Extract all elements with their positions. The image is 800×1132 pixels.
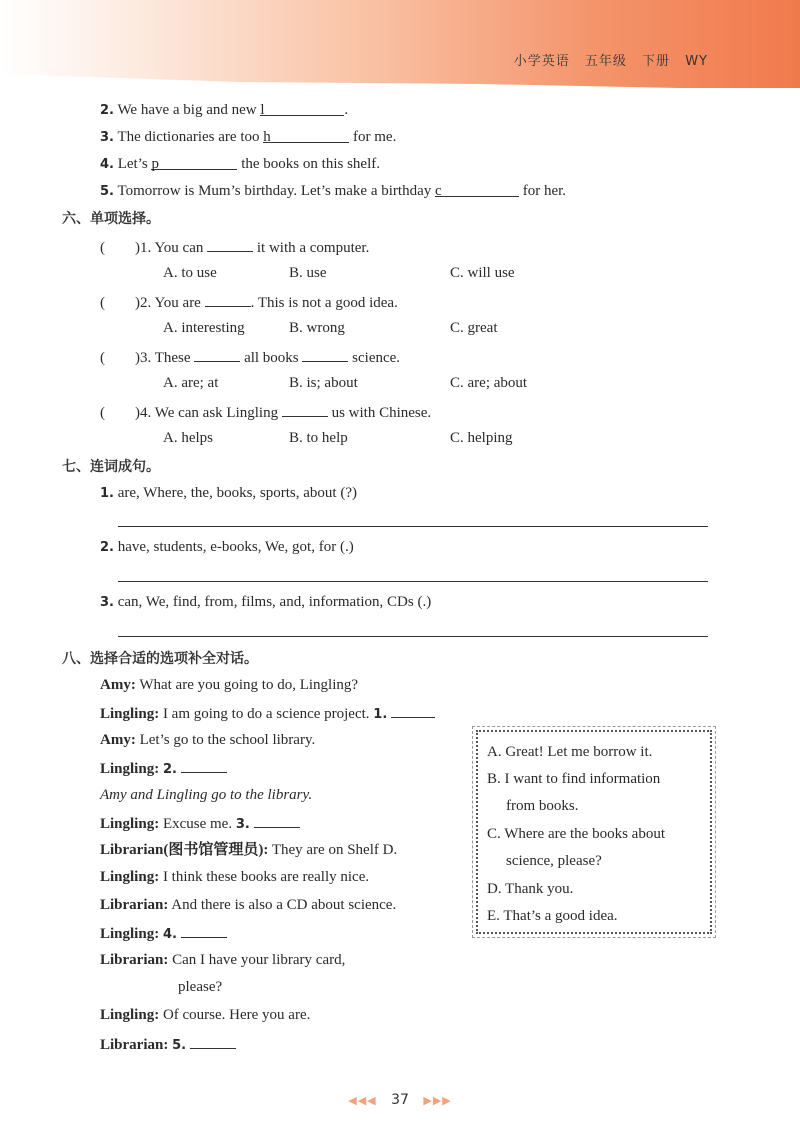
page-number: 37 [391, 1092, 409, 1108]
blank-field[interactable] [194, 347, 240, 362]
dialogue-line: Lingling: 2. [100, 758, 227, 779]
section-8-title: 八、选择合适的选项补全对话。 [62, 651, 258, 667]
fill-blank-item: 5. Tomorrow is Mum’s birthday. Let’s make a birthday c for her. [100, 183, 567, 199]
option-a[interactable]: A. helps [163, 430, 213, 446]
answer-line[interactable] [118, 636, 708, 637]
answer-line[interactable] [118, 526, 708, 527]
dialogue-line: Librarian(图书馆管理员): They are on Shelf D. [100, 842, 398, 858]
option-b[interactable]: B. is; about [289, 375, 358, 391]
blank-field[interactable]: p [151, 155, 237, 170]
blank-field[interactable] [190, 1034, 236, 1049]
answer-line[interactable] [118, 581, 708, 582]
reorder-item: 1. are, Where, the, books, sports, about (?) [100, 485, 357, 501]
left-arrows-icon: ◀◀◀ [348, 1094, 377, 1107]
dialogue-line: Amy: Let’s go to the school library. [100, 732, 316, 748]
blank-field[interactable] [181, 758, 227, 773]
option-b-continuation: from books. [506, 798, 579, 814]
blank-field[interactable] [391, 703, 435, 718]
question-6-2: ( )2. You are . This is not a good idea. [100, 292, 398, 312]
page-footer [0, 1092, 800, 1108]
blank-field[interactable] [205, 292, 251, 307]
dialogue-line: Lingling: 4. [100, 923, 227, 944]
blank-field[interactable] [254, 813, 300, 828]
dialogue-line: Librarian: 5. [100, 1034, 236, 1055]
header-band [0, 0, 800, 88]
dialogue-line: Lingling: I am going to do a science project. 1. [100, 703, 435, 724]
reorder-item: 2. have, students, e-books, We, got, for (.) [100, 539, 354, 555]
book-info [504, 50, 708, 69]
option-c[interactable]: C. are; about [450, 375, 528, 391]
blank-field[interactable]: c [435, 182, 519, 197]
dialogue-line: Amy: What are you going to do, Lingling? [100, 677, 359, 693]
right-arrows-icon: ▶▶▶ [423, 1094, 452, 1107]
dialogue-line: Lingling: I think these books are really nice. [100, 869, 370, 885]
option-a[interactable]: A. are; at [163, 375, 219, 391]
blank-field[interactable]: h [263, 128, 349, 143]
option-b[interactable]: B. to help [289, 430, 348, 446]
option-c[interactable]: C. great [450, 320, 498, 336]
blank-field[interactable] [207, 237, 253, 252]
dialogue-continuation: please? [178, 979, 223, 995]
blank-field[interactable]: l [260, 101, 344, 116]
option-b[interactable]: B. I want to find information [487, 771, 661, 787]
fill-blank-item: 3. The dictionaries are too h for me. [100, 129, 397, 145]
fill-blank-item: 4. Let’s p the books on this shelf. [100, 156, 380, 172]
option-d[interactable]: D. Thank you. [487, 881, 574, 897]
dialogue-line: Librarian: And there is also a CD about science. [100, 897, 397, 913]
book-edition: WY [685, 54, 708, 69]
option-a[interactable]: A. Great! Let me borrow it. [487, 744, 653, 760]
dialogue-line: Lingling: Excuse me. 3. [100, 813, 300, 834]
question-6-1: ( )1. You can it with a computer. [100, 237, 369, 257]
dialogue-line: Librarian: Can I have your library card, [100, 952, 346, 968]
option-c[interactable]: C. will use [450, 265, 515, 281]
section-6-title: 六、单项选择。 [62, 211, 160, 227]
section-7-title: 七、连词成句。 [62, 459, 160, 475]
question-6-3: ( )3. These all books science. [100, 347, 400, 367]
option-b[interactable]: B. use [289, 265, 327, 281]
blank-field[interactable] [282, 402, 328, 417]
book-volume: 下册 [642, 54, 671, 69]
book-grade: 五年级 [584, 54, 627, 69]
option-a[interactable]: A. to use [163, 265, 217, 281]
option-a[interactable]: A. interesting [163, 320, 245, 336]
option-c[interactable]: C. Where are the books about [487, 826, 666, 842]
stage-direction: Amy and Lingling go to the library. [100, 787, 313, 803]
blank-field[interactable] [181, 923, 227, 938]
option-c[interactable]: C. helping [450, 430, 513, 446]
reorder-item: 3. can, We, find, from, films, and, information, CDs (.) [100, 594, 432, 610]
blank-field[interactable] [302, 347, 348, 362]
option-e[interactable]: E. That’s a good idea. [487, 908, 618, 924]
fill-blank-item: 2. We have a big and new l . [100, 102, 349, 118]
question-6-4: ( )4. We can ask Lingling us with Chinese. [100, 402, 431, 422]
book-subject: 小学英语 [513, 54, 570, 69]
dialogue-line: Lingling: Of course. Here you are. [100, 1007, 311, 1023]
option-b[interactable]: B. wrong [289, 320, 345, 336]
option-c-continuation: science, please? [506, 853, 602, 869]
